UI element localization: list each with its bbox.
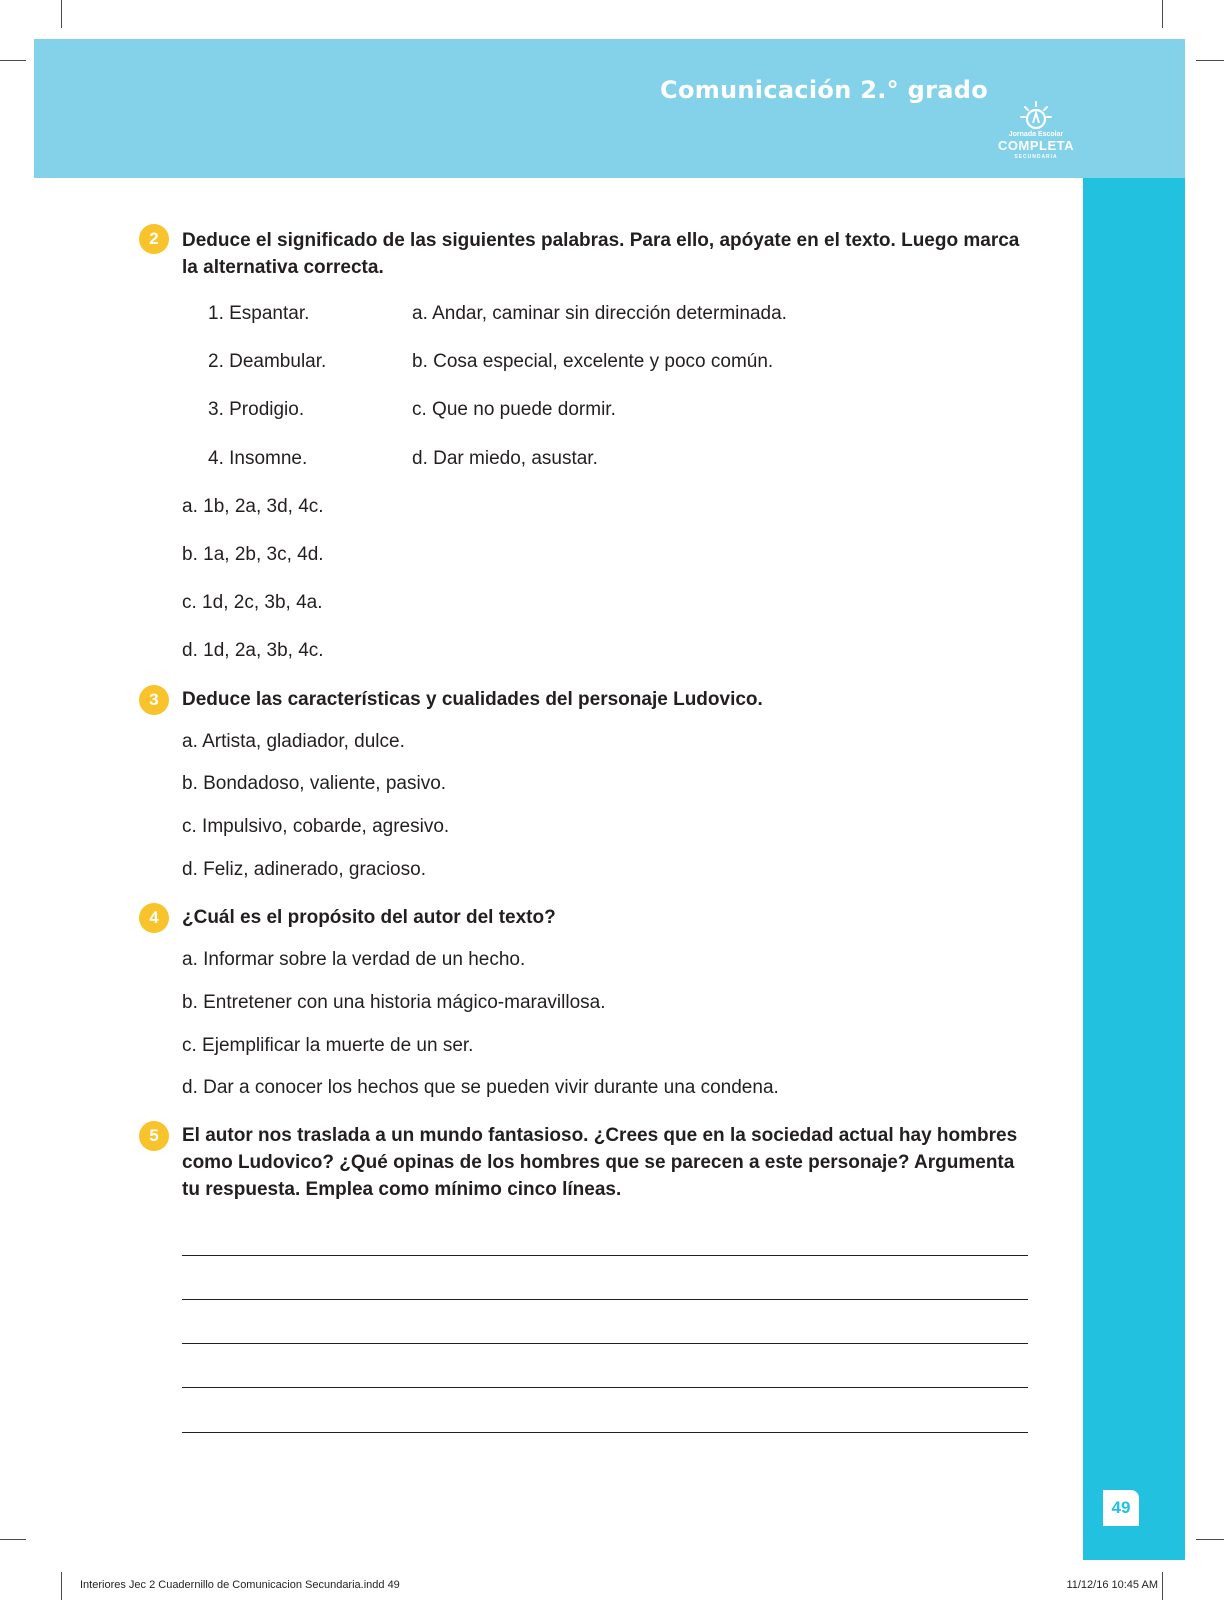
question-prompt: Deduce las características y cualidades del personaje Ludovico. (182, 689, 763, 710)
logo-sub-text: SECUNDARIA (1014, 154, 1058, 160)
word-item: 3. Prodigio. (208, 399, 305, 420)
answer-option[interactable]: d. 1d, 2a, 3b, 4c. (182, 640, 324, 661)
crop-mark (1196, 60, 1224, 61)
answer-option[interactable]: b. Entretener con una historia mágico-maravillosa. (182, 992, 606, 1013)
answer-option[interactable]: d. Dar a conocer los hechos que se pueden vivir durante una condena. (182, 1077, 779, 1098)
question-number-badge: 3 (139, 685, 169, 715)
footer-timestamp: 11/12/16 10:45 AM (1066, 1579, 1158, 1591)
footer-file-info: Interiores Jec 2 Cuadernillo de Comunicacion Secundaria.indd 49 (80, 1579, 400, 1591)
answer-option[interactable]: a. 1b, 2a, 3d, 4c. (182, 496, 324, 517)
answer-option[interactable]: c. Impulsivo, cobarde, agresivo. (182, 816, 450, 837)
right-sidebar (1083, 178, 1185, 1560)
crop-mark (61, 1572, 62, 1600)
question-number-badge: 2 (139, 224, 169, 254)
meaning-item: b. Cosa especial, excelente y poco común. (412, 351, 774, 372)
crop-mark (61, 0, 62, 28)
answer-line[interactable] (182, 1432, 1028, 1433)
answer-line[interactable] (182, 1387, 1028, 1388)
question-prompt: ¿Cuál es el propósito del autor del texto? (182, 907, 556, 928)
answer-option[interactable]: c. Ejemplificar la muerte de un ser. (182, 1035, 474, 1056)
crop-mark (1196, 1539, 1224, 1540)
answer-option[interactable]: b. Bondadoso, valiente, pasivo. (182, 773, 447, 794)
question-number-badge: 4 (139, 903, 169, 933)
page-title: Comunicación 2.° grado (660, 76, 988, 104)
word-item: 4. Insomne. (208, 448, 308, 469)
answer-option[interactable]: c. 1d, 2c, 3b, 4a. (182, 592, 323, 613)
word-item: 1. Espantar. (208, 303, 310, 324)
logo-top-text: Jornada Escolar (1008, 131, 1064, 138)
answer-option[interactable]: b. 1a, 2b, 3c, 4d. (182, 544, 324, 565)
crop-mark (0, 60, 26, 61)
answer-line[interactable] (182, 1343, 1028, 1344)
crop-mark (0, 1539, 26, 1540)
sun-icon (1020, 101, 1052, 133)
logo-main-text: COMPLETA (998, 138, 1074, 153)
meaning-item: c. Que no puede dormir. (412, 399, 616, 420)
answer-option[interactable]: d. Feliz, adinerado, gracioso. (182, 859, 426, 880)
crop-mark (1162, 0, 1163, 28)
meaning-item: d. Dar miedo, asustar. (412, 448, 598, 469)
crop-mark (1162, 1572, 1163, 1600)
word-item: 2. Deambular. (208, 351, 327, 372)
question-prompt: Deduce el significado de las siguientes palabras. Para ello, apóyate en el texto. Luego marca la alternativa correcta. (182, 230, 1020, 278)
jec-logo (996, 101, 1076, 159)
page-number: 49 (1103, 1490, 1139, 1526)
question-number-badge: 5 (139, 1121, 169, 1151)
answer-line[interactable] (182, 1255, 1028, 1256)
answer-option[interactable]: a. Informar sobre la verdad de un hecho. (182, 949, 526, 970)
question-prompt: El autor nos traslada a un mundo fantasioso. ¿Crees que en la sociedad actual hay hombres como Ludovico? ¿Qué opinas de los hombres que se parecen a este personaje? Argumenta tu respuesta. Emplea como mínimo cinco líneas. (182, 1125, 1018, 1200)
answer-option[interactable]: a. Artista, gladiador, dulce. (182, 731, 405, 752)
answer-line[interactable] (182, 1299, 1028, 1300)
meaning-item: a. Andar, caminar sin dirección determinada. (412, 303, 787, 324)
